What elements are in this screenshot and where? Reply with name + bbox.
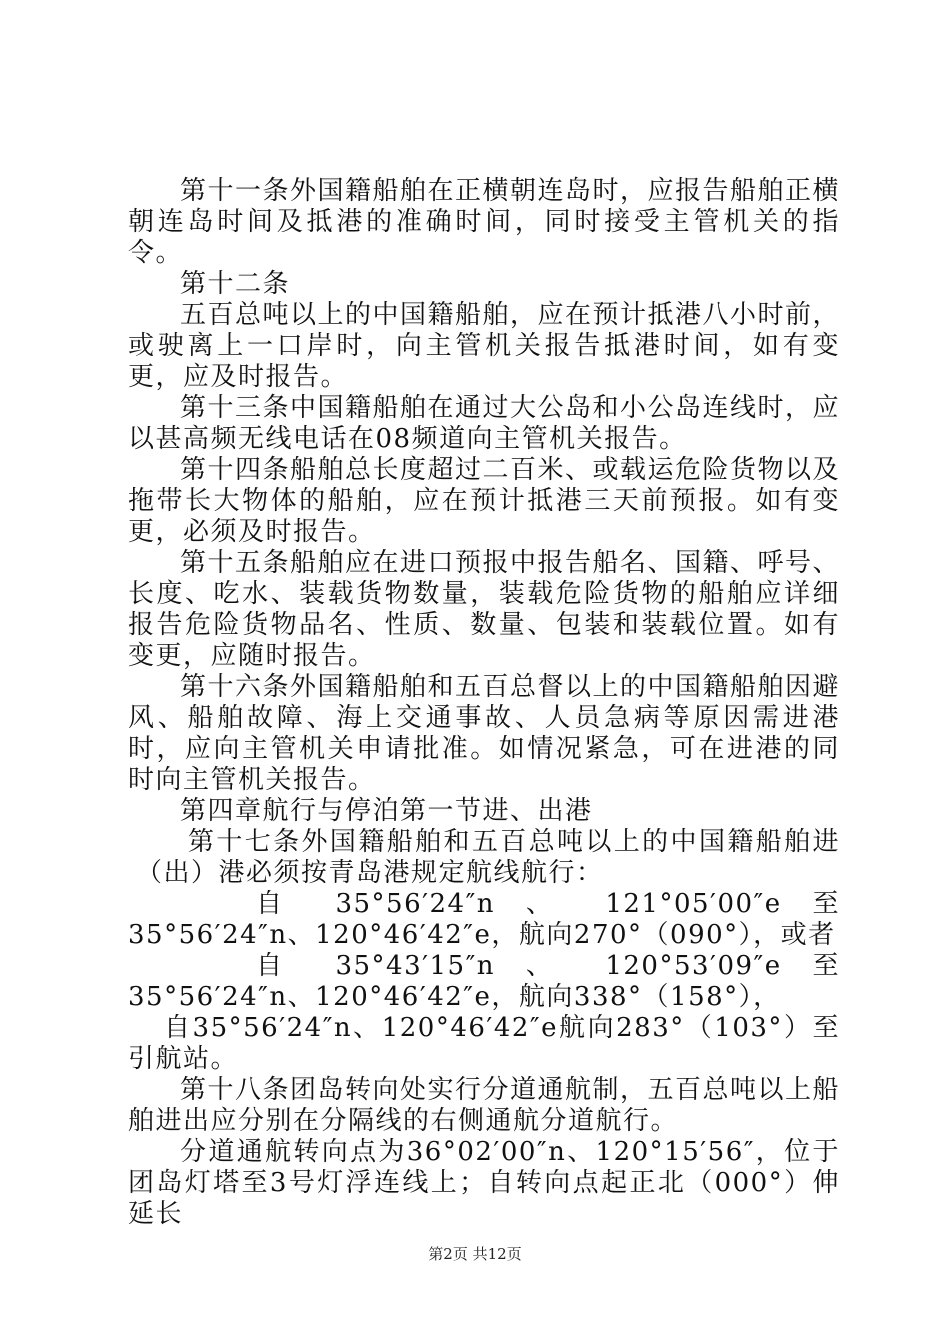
paragraph-traffic-separation: 分道通航转向点为36°02′00″n、120°15′56″，位于团岛灯塔至3号灯浮连线上；自转向点起正北（000°）伸延长: [128, 1137, 840, 1229]
paragraph-article-12-body: 五百总吨以上的中国籍船舶，应在预计抵港八小时前，或驶离上一口岸时，向主管机关报告抵港时间，如有变更，应及时报告。: [128, 300, 841, 392]
document-body: [128, 176, 840, 1230]
route-1-end: 35°56′24″n、120°46′42″e，航向270°（090°），或者: [128, 920, 836, 950]
route-2-start: 自 35°43′15″n 、 120°53′09″e 至: [256, 951, 840, 981]
paragraph-article-14: 第十四条船舶总长度超过二百米、或载运危险货物以及拖带长大物体的船舶，应在预计抵港三天前预报。如有变更，必须及时报告。: [128, 455, 841, 547]
chapter-heading: 第四章航行与停泊第一节进、出港: [180, 796, 593, 826]
paragraph-article-16: 第十六条外国籍船舶和五百总督以上的中国籍船舶因避风、船舶故障、海上交通事故、人员急病等原因需进港时，应向主管机关申请批准。如情况紧急，可在进港的同时向主管机关报告。: [128, 672, 841, 795]
paragraph-article-12-heading: 第十二条: [180, 269, 291, 299]
route-2-end: 35°56′24″n、120°46′42″e，航向338°（158°），: [128, 982, 781, 1012]
paragraph-article-11: 第十一条外国籍船舶在正横朝连岛时，应报告船舶正横朝连岛时间及抵港的准确时间，同时接受主管机关的指令。: [128, 176, 841, 268]
paragraph-article-17: 第十七条外国籍船舶和五百总吨以上的中国籍船舶进（出）港必须按青岛港规定航线航行：: [136, 827, 840, 888]
paragraph-article-13: 第十三条中国籍船舶在通过大公岛和小公岛连线时，应以甚高频无线电话在08频道向主管机关报告。: [128, 393, 841, 454]
page-footer: 第2页 共12页: [428, 1245, 522, 1263]
paragraph-article-18: 第十八条团岛转向处实行分道通航制，五百总吨以上船舶进出应分别在分隔线的右侧通航分道航行。: [128, 1075, 841, 1136]
route-3: 自35°56′24″n、120°46′42″e航向283°（103°）至引航站。: [128, 1013, 840, 1074]
paragraph-article-15: 第十五条船舶应在进口预报中报告船名、国籍、呼号、长度、吃水、装载货物数量，装载危险货物的船舶应详细报告危险货物品名、性质、数量、包装和装载位置。如有变更，应随时报告。: [128, 548, 841, 671]
route-1-start: 自 35°56′24″n 、 121°05′00″e 至: [256, 889, 840, 919]
